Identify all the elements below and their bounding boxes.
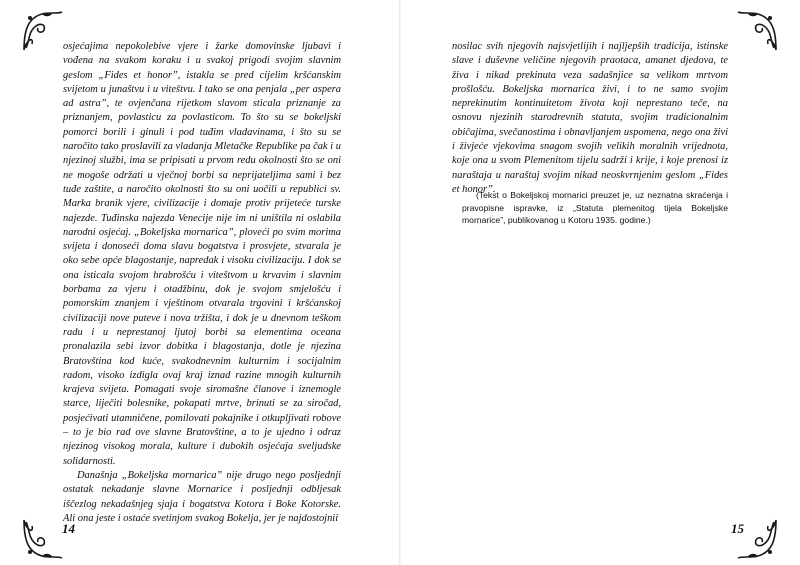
corner-ornament-icon — [736, 10, 778, 52]
corner-ornament-icon — [22, 518, 64, 560]
page-number: 14 — [62, 521, 75, 536]
right-page — [400, 0, 800, 565]
paragraph: nosilac svih njegovih najsvjetlijih i najljepših tradicija, istinske slave i duševne veličine njegovih praotaca, amanet djedova, te živa i nikad prekinuta veza sadašnjice sa velikom mrtvom prošlošću. Bokeljska mornarica živi, i to ne samo svojim neprekinutim kontinuitetom života koji neprestano teče, na osnovu njezinih starodrevnih statuta, svojim tradicionalnim običajima, svečanostima i obnavljanjem uspomena, nego ona živi i živjeće vjekovima snagom svojih velikih moralnih vrijednota, koje ona u svom Plemenitom tijelu sadrži i krije, i koje prenosi iz naraštaja u naraštaj svojim nikad neoskvrnjenim geslom „Fides et honor”. — [452, 41, 728, 195]
corner-ornament-icon — [22, 10, 64, 52]
left-body-text — [63, 40, 341, 526]
paragraph: Današnja „Bokeljska mornarica” nije drugo nego posljednji ostatak nekadanje slavne Mornarice i posljednji odbljesak iščezlog nekadašnjeg sjaja i bogatstva Kotora i Boke Kotorske. Ali ona jeste i ostaće svetinjom svakog Bokelja, jer je najdostojnii — [63, 469, 341, 524]
right-body-text — [452, 40, 728, 197]
page-number: 15 — [731, 521, 744, 536]
paragraph: osjećajima nepokolebive vjere i žarke domovinske ljubavi i vođena na svakom koraku i u svakoj prigodi svojim slavnim geslom „Fides et honor”, istakla se pred cijelim kršćanskim svijetom u junaštvu i u viteštvu. I tako se ona penjala „per aspera ad astra”, te ovjenčana rijetkom slavom sticala priznanje za priznanjem, povlasticu za povlasticom. To što su se bokeljski pomorci borili i ginuli i pod tuđim vladavinama, i što su se naročito tako proslavili za vladanja Mletačke Republike pa čak i u njezinoj službi, ima se pripisati u prvom redu okolnosti što se oni ne mogoše održati u vječnoj borbi sa neprijateljima sami i bez tuđe zaštite, a naročito okolnosti što su oni uočili u republici sv. Marka branik vjere, civilizacije i domaje protiv prijeteće turske najezde. Tuđinska najezda Venecije nije im ni uništila ni oslabila narodni osjećaj. „Bokeljska mornarica”, ploveći po svim morima svijeta i donoseći doma slavu bogatstva i prosvjete, stvarala je oko sebe opće blagostanje, napredak i visoku civilizaciju. I dok se ona isticala svojom hrabrošću i viteštvom u krvavim i slavnim borbama za vjeru i otadžbinu, dok je svojom smjelošću i pomorskim znanjem i vještinom otvarala trgovini i kršćanskoj civilizaciji nove puteve i nova tržišta, i dok je u dnevnom teškom radu i u neprestanoj ljutoj borbi sa elementima oceana pronalazila sebi izvor dobitka i blagostanja, dotle je njezina Bratovština kod kuće, svakodnevnim kulturnim i socijalnim radom, visoko izdigla ovaj kraj iznad razine mnogih kulturnih krajeva svijeta. Pomagati svoje siromašne članove i iznemogle starce, liječiti bolesnike, pokapati mrtve, brinuti se za siročad, posjećivati utamničene, pomilovati pokajnike i otkupljivati robove – to je bio rad ove slavne Bratovštine, a to je ujedno i odraz njezinog visokog morala, kulture i dubokih osjećaja sveljudske solidarnosti. — [63, 41, 341, 467]
source-note: (Tekst o Bokeljskoj mornarici preuzet je, uz neznatna skraćenja i pravopisne ispravke, iz „Statuta plemenitog tijela Bokeljske mornarice”, publikovanog u Kotoru 1935. godine.) — [462, 190, 728, 226]
